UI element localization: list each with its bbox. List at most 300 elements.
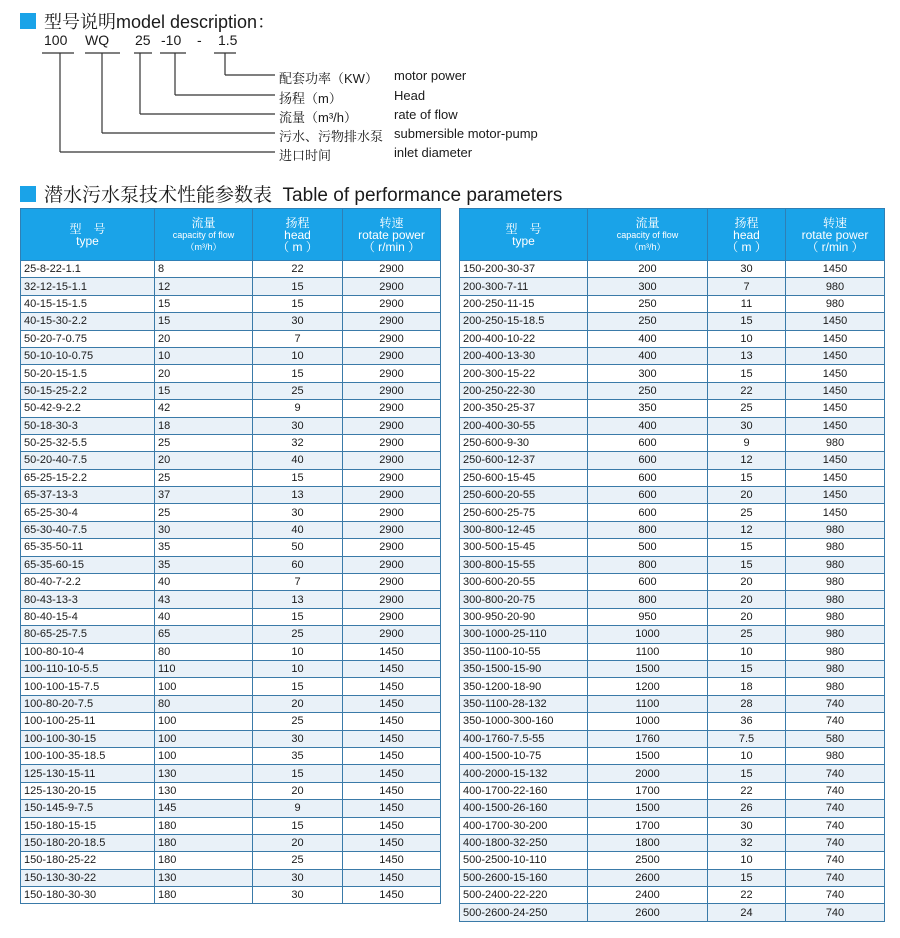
table-row [21, 713, 441, 730]
table-row [460, 904, 885, 921]
cell-flow: 350 [588, 400, 708, 417]
cell-speed: 2900 [343, 539, 441, 556]
cell-type: 200-250-11-15 [460, 295, 588, 312]
cell-head: 12 [708, 452, 786, 469]
cell-flow: 100 [155, 730, 253, 747]
table-header-row [460, 209, 885, 261]
cell-flow: 250 [588, 313, 708, 330]
cell-speed: 1450 [343, 887, 441, 904]
cell-flow: 15 [155, 313, 253, 330]
code-part-power: 1.5 [218, 32, 238, 48]
cell-type: 125-130-15-11 [21, 765, 155, 782]
cell-type: 150-180-15-15 [21, 817, 155, 834]
cell-head: 12 [708, 521, 786, 538]
cell-speed: 1450 [343, 782, 441, 799]
cell-flow: 15 [155, 295, 253, 312]
cell-head: 7.5 [708, 730, 786, 747]
cell-speed: 2900 [343, 417, 441, 434]
cell-head: 25 [708, 400, 786, 417]
cell-type: 40-15-15-1.5 [21, 295, 155, 312]
cell-head: 13 [253, 591, 343, 608]
cell-type: 100-110-10-5.5 [21, 660, 155, 677]
cell-type: 65-25-15-2.2 [21, 469, 155, 486]
table-row [460, 452, 885, 469]
table-row [460, 765, 885, 782]
cell-type: 350-1500-15-90 [460, 660, 588, 677]
cell-flow: 80 [155, 695, 253, 712]
table-row [21, 695, 441, 712]
cell-flow: 65 [155, 626, 253, 643]
cell-flow: 600 [588, 469, 708, 486]
cell-head: 28 [708, 695, 786, 712]
table-row [21, 834, 441, 851]
cell-head: 40 [253, 452, 343, 469]
cell-head: 22 [708, 887, 786, 904]
cell-speed: 1450 [786, 504, 885, 521]
cell-type: 250-600-12-37 [460, 452, 588, 469]
cell-head: 9 [253, 800, 343, 817]
cell-flow: 600 [588, 487, 708, 504]
cell-flow: 400 [588, 347, 708, 364]
cell-head: 22 [708, 382, 786, 399]
cell-type: 250-600-20-55 [460, 487, 588, 504]
cell-type: 65-25-30-4 [21, 504, 155, 521]
cell-speed: 740 [786, 852, 885, 869]
table-row [21, 278, 441, 295]
cell-speed: 980 [786, 660, 885, 677]
cell-head: 7 [253, 574, 343, 591]
performance-table-title [20, 180, 562, 207]
cell-head: 15 [708, 556, 786, 573]
cell-flow: 18 [155, 417, 253, 434]
table-row [21, 626, 441, 643]
table-row [460, 313, 885, 330]
cell-type: 100-80-10-4 [21, 643, 155, 660]
cell-flow: 1500 [588, 747, 708, 764]
cell-flow: 10 [155, 347, 253, 364]
table-row [460, 591, 885, 608]
cell-speed: 980 [786, 574, 885, 591]
cell-type: 500-2500-10-110 [460, 852, 588, 869]
table-row [460, 556, 885, 573]
cell-speed: 2900 [343, 556, 441, 573]
performance-table-title-text: 潜水污水泵技术性能参数表 Table of performance parameters [44, 185, 563, 206]
code-part-inlet: 100 [44, 32, 68, 48]
table-row [21, 608, 441, 625]
table-row [21, 313, 441, 330]
table-row [460, 295, 885, 312]
cell-speed: 2900 [343, 278, 441, 295]
cell-speed: 2900 [343, 469, 441, 486]
cell-head: 15 [253, 765, 343, 782]
table-row [21, 400, 441, 417]
cell-flow: 40 [155, 608, 253, 625]
cell-speed: 980 [786, 643, 885, 660]
table-row [460, 887, 885, 904]
header-head: 扬程 head （ m ） [708, 209, 786, 261]
table-row [21, 330, 441, 347]
cell-speed: 740 [786, 834, 885, 851]
cell-flow: 1000 [588, 626, 708, 643]
table-row [21, 678, 441, 695]
cell-type: 150-180-30-30 [21, 887, 155, 904]
table-row [460, 504, 885, 521]
table-row [21, 869, 441, 886]
cell-type: 40-15-30-2.2 [21, 313, 155, 330]
cell-flow: 600 [588, 504, 708, 521]
cell-head: 24 [708, 904, 786, 921]
cell-flow: 40 [155, 574, 253, 591]
cell-flow: 1700 [588, 782, 708, 799]
table-row [21, 800, 441, 817]
cell-flow: 130 [155, 869, 253, 886]
header-head: 扬程 head （ m ） [253, 209, 343, 261]
cell-type: 300-800-20-75 [460, 591, 588, 608]
cell-flow: 600 [588, 452, 708, 469]
cell-type: 250-600-9-30 [460, 434, 588, 451]
cell-flow: 2500 [588, 852, 708, 869]
cell-flow: 37 [155, 487, 253, 504]
cell-head: 15 [253, 365, 343, 382]
blue-square-icon [20, 186, 36, 202]
table-row [21, 295, 441, 312]
table-row [460, 487, 885, 504]
cell-head: 10 [708, 747, 786, 764]
cell-head: 15 [253, 278, 343, 295]
cell-flow: 20 [155, 365, 253, 382]
cell-flow: 180 [155, 852, 253, 869]
cell-head: 10 [253, 643, 343, 660]
cell-speed: 1450 [786, 400, 885, 417]
table-row [460, 365, 885, 382]
cell-flow: 250 [588, 295, 708, 312]
cell-flow: 1500 [588, 660, 708, 677]
cell-speed: 1450 [786, 313, 885, 330]
cell-speed: 740 [786, 869, 885, 886]
cell-type: 200-400-30-55 [460, 417, 588, 434]
cell-speed: 1450 [343, 713, 441, 730]
cell-head: 13 [708, 347, 786, 364]
cell-head: 22 [253, 261, 343, 278]
cell-flow: 20 [155, 452, 253, 469]
table-row [460, 261, 885, 278]
cell-head: 32 [253, 434, 343, 451]
cell-speed: 740 [786, 713, 885, 730]
cell-flow: 1800 [588, 834, 708, 851]
cell-flow: 2600 [588, 904, 708, 921]
cell-speed: 1450 [343, 643, 441, 660]
cell-speed: 740 [786, 800, 885, 817]
cell-type: 80-40-7-2.2 [21, 574, 155, 591]
table-row [21, 504, 441, 521]
cell-head: 15 [253, 469, 343, 486]
cell-head: 15 [708, 365, 786, 382]
cell-type: 300-800-15-55 [460, 556, 588, 573]
cell-type: 150-180-20-18.5 [21, 834, 155, 851]
cell-head: 25 [253, 626, 343, 643]
cell-flow: 1000 [588, 713, 708, 730]
table-row [21, 730, 441, 747]
cell-speed: 1450 [786, 261, 885, 278]
cell-speed: 1450 [786, 487, 885, 504]
cell-flow: 130 [155, 782, 253, 799]
table-row [460, 695, 885, 712]
table-row [21, 660, 441, 677]
cell-type: 65-30-40-7.5 [21, 521, 155, 538]
cell-speed: 980 [786, 591, 885, 608]
cell-flow: 100 [155, 747, 253, 764]
cell-flow: 12 [155, 278, 253, 295]
cell-head: 15 [708, 539, 786, 556]
cell-type: 200-300-15-22 [460, 365, 588, 382]
cell-speed: 2900 [343, 521, 441, 538]
cell-head: 30 [708, 417, 786, 434]
table-row [460, 539, 885, 556]
cell-type: 400-1800-32-250 [460, 834, 588, 851]
cell-type: 400-1500-10-75 [460, 747, 588, 764]
code-part-flow: 25 [135, 32, 151, 48]
table-row [460, 608, 885, 625]
cell-type: 250-600-15-45 [460, 469, 588, 486]
cell-type: 150-200-30-37 [460, 261, 588, 278]
cell-head: 15 [253, 817, 343, 834]
table-row [21, 347, 441, 364]
cell-type: 350-1200-18-90 [460, 678, 588, 695]
cell-head: 10 [708, 852, 786, 869]
model-description-title-text: 型号说明model description： [44, 12, 276, 32]
cell-type: 100-100-30-15 [21, 730, 155, 747]
cell-head: 7 [253, 330, 343, 347]
cell-head: 22 [708, 782, 786, 799]
table-row [460, 400, 885, 417]
cell-head: 15 [708, 765, 786, 782]
cell-type: 400-1760-7.5-55 [460, 730, 588, 747]
cell-type: 300-600-20-55 [460, 574, 588, 591]
cell-flow: 80 [155, 643, 253, 660]
cell-head: 15 [708, 469, 786, 486]
cell-type: 50-15-25-2.2 [21, 382, 155, 399]
table-row [460, 713, 885, 730]
cell-type: 100-100-25-11 [21, 713, 155, 730]
cell-head: 10 [708, 643, 786, 660]
cell-flow: 1200 [588, 678, 708, 695]
cell-speed: 1450 [786, 330, 885, 347]
cell-flow: 43 [155, 591, 253, 608]
cell-type: 25-8-22-1.1 [21, 261, 155, 278]
cell-type: 150-145-9-7.5 [21, 800, 155, 817]
cell-speed: 980 [786, 626, 885, 643]
cell-type: 200-350-25-37 [460, 400, 588, 417]
cell-speed: 980 [786, 539, 885, 556]
cell-speed: 2900 [343, 365, 441, 382]
cell-flow: 100 [155, 678, 253, 695]
cell-speed: 2900 [343, 626, 441, 643]
cell-flow: 300 [588, 365, 708, 382]
cell-flow: 35 [155, 539, 253, 556]
cell-speed: 740 [786, 817, 885, 834]
table-row [460, 660, 885, 677]
cell-head: 25 [253, 852, 343, 869]
cell-type: 200-400-10-22 [460, 330, 588, 347]
cell-speed: 1450 [343, 747, 441, 764]
cell-type: 200-400-13-30 [460, 347, 588, 364]
cell-head: 30 [708, 817, 786, 834]
cell-speed: 740 [786, 782, 885, 799]
table-row [460, 330, 885, 347]
cell-head: 30 [253, 869, 343, 886]
header-type: 型 号 type [21, 209, 155, 261]
cell-speed: 1450 [786, 382, 885, 399]
cell-flow: 100 [155, 713, 253, 730]
cell-type: 65-35-50-11 [21, 539, 155, 556]
cell-type: 50-20-40-7.5 [21, 452, 155, 469]
cell-flow: 500 [588, 539, 708, 556]
cell-type: 400-1700-22-160 [460, 782, 588, 799]
cell-head: 7 [708, 278, 786, 295]
cell-head: 15 [253, 295, 343, 312]
cell-head: 30 [253, 730, 343, 747]
cell-flow: 2400 [588, 887, 708, 904]
cell-speed: 2900 [343, 330, 441, 347]
cell-flow: 42 [155, 400, 253, 417]
cell-speed: 1450 [343, 678, 441, 695]
cell-type: 200-250-15-18.5 [460, 313, 588, 330]
performance-table-right [459, 208, 885, 922]
cell-flow: 25 [155, 434, 253, 451]
cell-speed: 740 [786, 695, 885, 712]
cell-type: 80-65-25-7.5 [21, 626, 155, 643]
table-row [21, 765, 441, 782]
cell-speed: 980 [786, 747, 885, 764]
cell-flow: 180 [155, 817, 253, 834]
table-row [460, 747, 885, 764]
cell-speed: 2900 [343, 591, 441, 608]
cell-type: 100-80-20-7.5 [21, 695, 155, 712]
header-flow: 流量 capacity of flow （m³/h） [588, 209, 708, 261]
table-row [21, 643, 441, 660]
cell-head: 32 [708, 834, 786, 851]
cell-head: 20 [253, 782, 343, 799]
table-row [460, 417, 885, 434]
cell-head: 9 [708, 434, 786, 451]
cell-flow: 2000 [588, 765, 708, 782]
cell-head: 15 [253, 608, 343, 625]
cell-head: 15 [708, 869, 786, 886]
cell-flow: 800 [588, 591, 708, 608]
table-row [21, 417, 441, 434]
cell-speed: 2900 [343, 452, 441, 469]
cell-speed: 2900 [343, 608, 441, 625]
cell-head: 26 [708, 800, 786, 817]
cell-flow: 250 [588, 382, 708, 399]
cell-type: 200-250-22-30 [460, 382, 588, 399]
cell-type: 300-950-20-90 [460, 608, 588, 625]
table-row [460, 869, 885, 886]
cell-head: 25 [708, 504, 786, 521]
table-row [21, 817, 441, 834]
cell-type: 32-12-15-1.1 [21, 278, 155, 295]
cell-flow: 1500 [588, 800, 708, 817]
cell-speed: 2900 [343, 295, 441, 312]
cell-head: 25 [253, 713, 343, 730]
cell-speed: 2900 [343, 574, 441, 591]
cell-flow: 300 [588, 278, 708, 295]
table-row [460, 834, 885, 851]
table-body-right [460, 261, 885, 922]
cell-flow: 35 [155, 556, 253, 573]
cell-head: 30 [708, 261, 786, 278]
table-row [460, 730, 885, 747]
table-row [21, 556, 441, 573]
cell-head: 60 [253, 556, 343, 573]
table-row [460, 469, 885, 486]
table-row [21, 591, 441, 608]
code-part-wq: WQ [85, 32, 110, 48]
table-row [460, 800, 885, 817]
cell-type: 50-42-9-2.2 [21, 400, 155, 417]
cell-speed: 1450 [343, 852, 441, 869]
cell-speed: 980 [786, 608, 885, 625]
cell-speed: 2900 [343, 400, 441, 417]
cell-type: 400-1700-30-200 [460, 817, 588, 834]
table-row [21, 261, 441, 278]
table-row [21, 487, 441, 504]
cell-head: 25 [253, 382, 343, 399]
cell-type: 50-18-30-3 [21, 417, 155, 434]
cell-flow: 1100 [588, 695, 708, 712]
header-flow: 流量 capacity of flow （m³/h） [155, 209, 253, 261]
cell-head: 40 [253, 521, 343, 538]
cell-flow: 800 [588, 521, 708, 538]
cell-type: 350-1100-28-132 [460, 695, 588, 712]
header-speed: 转速 rotate power （ r/min ） [786, 209, 885, 261]
cell-head: 20 [253, 695, 343, 712]
cell-speed: 2900 [343, 261, 441, 278]
cell-type: 125-130-20-15 [21, 782, 155, 799]
cell-flow: 8 [155, 261, 253, 278]
cell-type: 200-300-7-11 [460, 278, 588, 295]
cell-type: 250-600-25-75 [460, 504, 588, 521]
cell-type: 150-130-30-22 [21, 869, 155, 886]
table-row [21, 887, 441, 904]
cell-head: 20 [708, 487, 786, 504]
cell-speed: 2900 [343, 313, 441, 330]
cell-speed: 1450 [343, 730, 441, 747]
cell-speed: 980 [786, 556, 885, 573]
cell-type: 400-2000-15-132 [460, 765, 588, 782]
cell-speed: 1450 [786, 452, 885, 469]
cell-speed: 2900 [343, 347, 441, 364]
cell-speed: 2900 [343, 434, 441, 451]
cell-type: 80-40-15-4 [21, 608, 155, 625]
cell-flow: 145 [155, 800, 253, 817]
cell-type: 500-2600-24-250 [460, 904, 588, 921]
cell-head: 20 [708, 591, 786, 608]
cell-speed: 980 [786, 434, 885, 451]
cell-type: 80-43-13-3 [21, 591, 155, 608]
cell-speed: 980 [786, 678, 885, 695]
cell-type: 50-10-10-0.75 [21, 347, 155, 364]
table-row [460, 521, 885, 538]
table-row [21, 452, 441, 469]
cell-speed: 740 [786, 887, 885, 904]
code-part-dash: - [197, 32, 202, 48]
cell-head: 10 [708, 330, 786, 347]
table-row [21, 747, 441, 764]
cell-type: 300-500-15-45 [460, 539, 588, 556]
cell-flow: 130 [155, 765, 253, 782]
cell-head: 10 [253, 347, 343, 364]
